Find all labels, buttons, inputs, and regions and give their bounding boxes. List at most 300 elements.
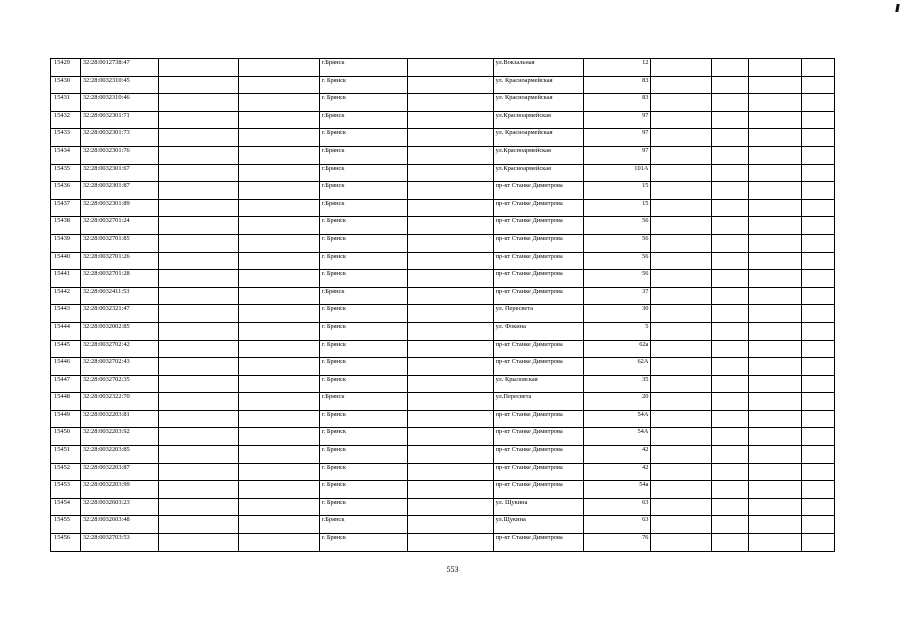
cell-cadastral-number: 32:28:0032203:81	[80, 410, 158, 428]
table-row	[51, 393, 835, 411]
cell-empty	[158, 305, 238, 323]
cell-street: пр-кт Станке Димитрова	[493, 534, 584, 552]
cell-record-number: 15444	[51, 322, 81, 340]
table-row	[51, 94, 835, 112]
cell-house-number: 83	[584, 76, 651, 94]
cell-empty	[238, 463, 319, 481]
cell-house-number: 12	[584, 59, 651, 77]
cell-empty	[748, 59, 801, 77]
cell-empty	[408, 446, 493, 464]
cell-street: ул.Пересвета	[493, 393, 584, 411]
cell-cadastral-number: 32:28:0032310:46	[80, 94, 158, 112]
cell-house-number: 42	[584, 446, 651, 464]
cell-empty	[748, 111, 801, 129]
cell-empty	[712, 463, 748, 481]
cell-street: пр-кт Станке Димитрова	[493, 234, 584, 252]
cell-empty	[712, 322, 748, 340]
cell-empty	[238, 270, 319, 288]
cell-empty	[801, 516, 834, 534]
table-row	[51, 59, 835, 77]
cell-cadastral-number: 32:28:0032701:85	[80, 234, 158, 252]
cell-record-number: 15447	[51, 375, 81, 393]
cell-street: пр-кт Станке Димитрова	[493, 428, 584, 446]
table-row	[51, 270, 835, 288]
table-row	[51, 516, 835, 534]
cell-house-number: 5	[584, 322, 651, 340]
cell-cadastral-number: 32:28:0032301:73	[80, 129, 158, 147]
cell-empty	[712, 498, 748, 516]
cell-record-number: 15440	[51, 252, 81, 270]
cell-cadastral-number: 32:28:0032310:45	[80, 76, 158, 94]
cell-empty	[801, 94, 834, 112]
cell-empty	[651, 182, 712, 200]
cell-empty	[408, 59, 493, 77]
cell-empty	[748, 393, 801, 411]
cell-empty	[748, 410, 801, 428]
cell-street: ул.Красноармейская	[493, 164, 584, 182]
cell-empty	[408, 287, 493, 305]
cell-empty	[748, 375, 801, 393]
table-row	[51, 287, 835, 305]
cell-empty	[238, 481, 319, 499]
cell-empty	[712, 94, 748, 112]
cell-empty	[651, 358, 712, 376]
table-row	[51, 252, 835, 270]
cell-empty	[408, 252, 493, 270]
cell-empty	[712, 305, 748, 323]
page-number: 553	[446, 565, 459, 574]
cell-record-number: 15436	[51, 182, 81, 200]
cell-street: пр-кт Станке Димитрова	[493, 410, 584, 428]
cell-house-number: 30	[584, 305, 651, 323]
cell-empty	[801, 358, 834, 376]
cell-empty	[651, 446, 712, 464]
cell-city: г. Брянск	[319, 234, 408, 252]
cell-empty	[748, 446, 801, 464]
table-row	[51, 76, 835, 94]
cell-empty	[748, 463, 801, 481]
cell-empty	[158, 164, 238, 182]
cell-city: г.Брянск	[319, 182, 408, 200]
cell-empty	[408, 340, 493, 358]
cell-street: пр-кт Станке Димитрова	[493, 270, 584, 288]
cell-record-number: 15454	[51, 498, 81, 516]
cell-house-number: 63	[584, 516, 651, 534]
table-row	[51, 340, 835, 358]
cell-house-number: 97	[584, 111, 651, 129]
cell-city: г.Брянск	[319, 287, 408, 305]
cell-empty	[408, 182, 493, 200]
cell-empty	[801, 129, 834, 147]
cell-empty	[651, 481, 712, 499]
cell-empty	[158, 146, 238, 164]
cell-cadastral-number: 32:28:0032301:87	[80, 182, 158, 200]
cell-record-number: 15430	[51, 76, 81, 94]
cell-empty	[801, 446, 834, 464]
cell-city: г.Брянск	[319, 146, 408, 164]
cell-empty	[408, 94, 493, 112]
table-row	[51, 199, 835, 217]
cell-empty	[158, 129, 238, 147]
cell-empty	[651, 252, 712, 270]
cell-empty	[748, 498, 801, 516]
cell-empty	[748, 340, 801, 358]
cell-empty	[651, 129, 712, 147]
cell-empty	[651, 463, 712, 481]
cell-house-number: 42	[584, 463, 651, 481]
cell-record-number: 15439	[51, 234, 81, 252]
cell-empty	[408, 129, 493, 147]
cell-empty	[158, 516, 238, 534]
table-row	[51, 305, 835, 323]
cell-empty	[408, 393, 493, 411]
cell-city: г. Брянск	[319, 375, 408, 393]
cell-city: г. Брянск	[319, 270, 408, 288]
cell-city: г. Брянск	[319, 252, 408, 270]
cell-empty	[712, 287, 748, 305]
cell-record-number: 15433	[51, 129, 81, 147]
cell-empty	[238, 446, 319, 464]
cell-empty	[238, 322, 319, 340]
cell-city: г. Брянск	[319, 498, 408, 516]
cell-empty	[801, 234, 834, 252]
cell-empty	[801, 305, 834, 323]
cell-empty	[408, 534, 493, 552]
cell-empty	[238, 305, 319, 323]
cell-empty	[801, 287, 834, 305]
table-row	[51, 375, 835, 393]
cell-city: г. Брянск	[319, 322, 408, 340]
cell-empty	[712, 270, 748, 288]
cell-empty	[238, 129, 319, 147]
cell-empty	[651, 393, 712, 411]
cell-city: г.Брянск	[319, 516, 408, 534]
cell-house-number: 62а	[584, 340, 651, 358]
cell-street: пр-кт Станке Димитрова	[493, 446, 584, 464]
cell-cadastral-number: 32:28:0032321:47	[80, 305, 158, 323]
cell-cadastral-number: 32:28:0032702:35	[80, 375, 158, 393]
cell-empty	[651, 199, 712, 217]
cell-city: г. Брянск	[319, 129, 408, 147]
cell-empty	[748, 182, 801, 200]
cell-empty	[408, 234, 493, 252]
cell-city: г. Брянск	[319, 217, 408, 235]
cell-empty	[408, 111, 493, 129]
cell-empty	[712, 129, 748, 147]
cell-empty	[748, 129, 801, 147]
cell-empty	[158, 94, 238, 112]
cell-cadastral-number: 32:28:0032203:92	[80, 428, 158, 446]
cell-empty	[158, 428, 238, 446]
cell-empty	[408, 428, 493, 446]
cell-cadastral-number: 32:28:0032701:28	[80, 270, 158, 288]
cell-empty	[651, 94, 712, 112]
cell-empty	[801, 111, 834, 129]
cell-house-number: 83	[584, 94, 651, 112]
cell-empty	[712, 111, 748, 129]
cell-street: ул. Пересвета	[493, 305, 584, 323]
cell-empty	[748, 199, 801, 217]
cell-house-number: 37	[584, 287, 651, 305]
cell-street: пр-кт Станке Димитрова	[493, 358, 584, 376]
cell-house-number: 54А	[584, 410, 651, 428]
cell-empty	[158, 322, 238, 340]
cell-empty	[408, 164, 493, 182]
cell-street: пр-кт Станке Димитрова	[493, 481, 584, 499]
cell-empty	[651, 375, 712, 393]
cell-empty	[801, 182, 834, 200]
cell-empty	[712, 393, 748, 411]
cell-empty	[408, 76, 493, 94]
cell-cadastral-number: 32:28:0032603:23	[80, 498, 158, 516]
cell-empty	[748, 358, 801, 376]
cell-empty	[651, 111, 712, 129]
cell-empty	[158, 446, 238, 464]
table-row	[51, 322, 835, 340]
cell-empty	[748, 94, 801, 112]
cell-city: г.Брянск	[319, 199, 408, 217]
cell-street: пр-кт Станке Димитрова	[493, 340, 584, 358]
cell-city: г. Брянск	[319, 463, 408, 481]
table-row	[51, 498, 835, 516]
cell-street: пр-кт Станке Димитрова	[493, 199, 584, 217]
cell-empty	[238, 234, 319, 252]
cell-city: г. Брянск	[319, 481, 408, 499]
cell-street: пр-кт Станке Димитрова	[493, 217, 584, 235]
cell-record-number: 15451	[51, 446, 81, 464]
cell-empty	[408, 375, 493, 393]
cell-empty	[801, 481, 834, 499]
cell-empty	[238, 59, 319, 77]
cell-street: ул. Красноармейская	[493, 76, 584, 94]
cell-house-number: 62А	[584, 358, 651, 376]
cell-record-number: 15449	[51, 410, 81, 428]
cell-record-number: 15431	[51, 94, 81, 112]
cell-empty	[158, 358, 238, 376]
cell-empty	[712, 59, 748, 77]
cell-empty	[748, 428, 801, 446]
table-row	[51, 182, 835, 200]
table-row	[51, 410, 835, 428]
table-row	[51, 129, 835, 147]
cell-empty	[651, 287, 712, 305]
cell-empty	[712, 340, 748, 358]
cell-empty	[748, 164, 801, 182]
cell-empty	[651, 534, 712, 552]
cell-street: ул. Красноармейская	[493, 94, 584, 112]
cell-empty	[158, 76, 238, 94]
cell-empty	[238, 428, 319, 446]
cell-empty	[158, 111, 238, 129]
cell-empty	[238, 199, 319, 217]
table-row	[51, 481, 835, 499]
cell-cadastral-number: 32:28:0032701:24	[80, 217, 158, 235]
cell-empty	[651, 59, 712, 77]
cell-empty	[158, 252, 238, 270]
cell-empty	[651, 164, 712, 182]
cell-empty	[158, 217, 238, 235]
cell-street: пр-кт Станке Димитрова	[493, 463, 584, 481]
cell-house-number: 35	[584, 375, 651, 393]
table-row	[51, 164, 835, 182]
cell-cadastral-number: 32:28:0032002:85	[80, 322, 158, 340]
cell-empty	[408, 270, 493, 288]
cell-empty	[651, 340, 712, 358]
cell-empty	[712, 410, 748, 428]
cell-empty	[158, 234, 238, 252]
cell-empty	[158, 59, 238, 77]
cell-cadastral-number: 32:28:0032301:71	[80, 111, 158, 129]
cell-empty	[748, 270, 801, 288]
cell-empty	[408, 498, 493, 516]
cell-record-number: 15434	[51, 146, 81, 164]
cell-street: ул. Красноармейская	[493, 129, 584, 147]
cell-record-number: 15450	[51, 428, 81, 446]
cell-house-number: 15	[584, 182, 651, 200]
cell-empty	[748, 146, 801, 164]
cell-empty	[748, 534, 801, 552]
cell-house-number: 56	[584, 270, 651, 288]
cell-empty	[238, 94, 319, 112]
cell-empty	[748, 516, 801, 534]
cell-empty	[712, 217, 748, 235]
cell-house-number: 20	[584, 393, 651, 411]
cell-record-number: 15442	[51, 287, 81, 305]
table-row	[51, 446, 835, 464]
cell-empty	[158, 199, 238, 217]
cell-empty	[408, 217, 493, 235]
cell-empty	[651, 234, 712, 252]
cell-cadastral-number: 32:28:0032203:87	[80, 463, 158, 481]
cell-house-number: 56	[584, 252, 651, 270]
cell-cadastral-number: 32:28:0032203:99	[80, 481, 158, 499]
cell-house-number: 15	[584, 199, 651, 217]
cell-empty	[748, 305, 801, 323]
cell-empty	[158, 498, 238, 516]
cell-cadastral-number: 32:28:0032702:42	[80, 340, 158, 358]
cell-cadastral-number: 32:28:0032301:76	[80, 146, 158, 164]
cell-empty	[158, 481, 238, 499]
cell-record-number: 15438	[51, 217, 81, 235]
cell-empty	[238, 516, 319, 534]
cell-street: ул.Красноармейская	[493, 111, 584, 129]
cell-empty	[651, 516, 712, 534]
cell-empty	[801, 76, 834, 94]
cell-record-number: 15446	[51, 358, 81, 376]
cell-empty	[712, 76, 748, 94]
cell-record-number: 15455	[51, 516, 81, 534]
cell-empty	[712, 446, 748, 464]
cell-empty	[748, 217, 801, 235]
cell-empty	[801, 428, 834, 446]
cell-street: ул.Вокзальная	[493, 59, 584, 77]
cell-empty	[238, 358, 319, 376]
cell-city: г. Брянск	[319, 94, 408, 112]
cell-empty	[158, 182, 238, 200]
cell-city: г. Брянск	[319, 410, 408, 428]
cell-house-number: 54а	[584, 481, 651, 499]
cell-empty	[408, 463, 493, 481]
table-row	[51, 111, 835, 129]
cell-empty	[748, 481, 801, 499]
cell-cadastral-number: 32:28:0032411:53	[80, 287, 158, 305]
cell-empty	[712, 358, 748, 376]
cell-empty	[408, 516, 493, 534]
cell-empty	[712, 234, 748, 252]
cell-empty	[408, 146, 493, 164]
cell-empty	[238, 164, 319, 182]
cell-record-number: 15448	[51, 393, 81, 411]
cell-city: г.Брянск	[319, 393, 408, 411]
cell-empty	[158, 375, 238, 393]
cell-empty	[801, 217, 834, 235]
cell-empty	[238, 393, 319, 411]
cell-empty	[712, 428, 748, 446]
cell-city: г. Брянск	[319, 428, 408, 446]
cell-empty	[651, 322, 712, 340]
cell-city: г. Брянск	[319, 534, 408, 552]
cell-empty	[801, 59, 834, 77]
cell-empty	[408, 481, 493, 499]
cell-empty	[238, 410, 319, 428]
cell-empty	[801, 463, 834, 481]
cell-cadastral-number: 32:28:0032702:43	[80, 358, 158, 376]
cell-street: пр-кт Станке Димитрова	[493, 252, 584, 270]
cell-empty	[712, 252, 748, 270]
cell-record-number: 15452	[51, 463, 81, 481]
cell-empty	[158, 463, 238, 481]
cell-empty	[158, 340, 238, 358]
cell-empty	[238, 252, 319, 270]
cell-empty	[238, 182, 319, 200]
cell-empty	[712, 164, 748, 182]
cell-empty	[651, 498, 712, 516]
cell-street: ул.Красноармейская	[493, 146, 584, 164]
cell-empty	[801, 393, 834, 411]
cell-cadastral-number: 32:28:0032322:70	[80, 393, 158, 411]
cell-empty	[712, 146, 748, 164]
cell-empty	[158, 287, 238, 305]
corner-mark	[895, 4, 899, 12]
cell-record-number: 15445	[51, 340, 81, 358]
table-row	[51, 234, 835, 252]
cell-empty	[712, 481, 748, 499]
table-row	[51, 463, 835, 481]
cell-house-number: 56	[584, 217, 651, 235]
cell-street: ул. Щукина	[493, 498, 584, 516]
cell-cadastral-number: 32:28:0032301:67	[80, 164, 158, 182]
cell-empty	[712, 534, 748, 552]
cell-empty	[238, 76, 319, 94]
cell-empty	[408, 358, 493, 376]
cell-empty	[801, 498, 834, 516]
table-row	[51, 146, 835, 164]
cell-cadastral-number: 32:28:0032603:48	[80, 516, 158, 534]
cell-empty	[801, 199, 834, 217]
cell-empty	[748, 322, 801, 340]
cell-record-number: 15432	[51, 111, 81, 129]
cell-street: пр-кт Станке Димитрова	[493, 287, 584, 305]
cell-empty	[712, 516, 748, 534]
cell-empty	[408, 410, 493, 428]
cell-street: ул.Щукина	[493, 516, 584, 534]
cell-empty	[651, 410, 712, 428]
cell-city: г.Брянск	[319, 164, 408, 182]
cell-empty	[238, 498, 319, 516]
cell-empty	[158, 393, 238, 411]
cell-empty	[651, 428, 712, 446]
cell-cadastral-number: 32:28:0032301:89	[80, 199, 158, 217]
